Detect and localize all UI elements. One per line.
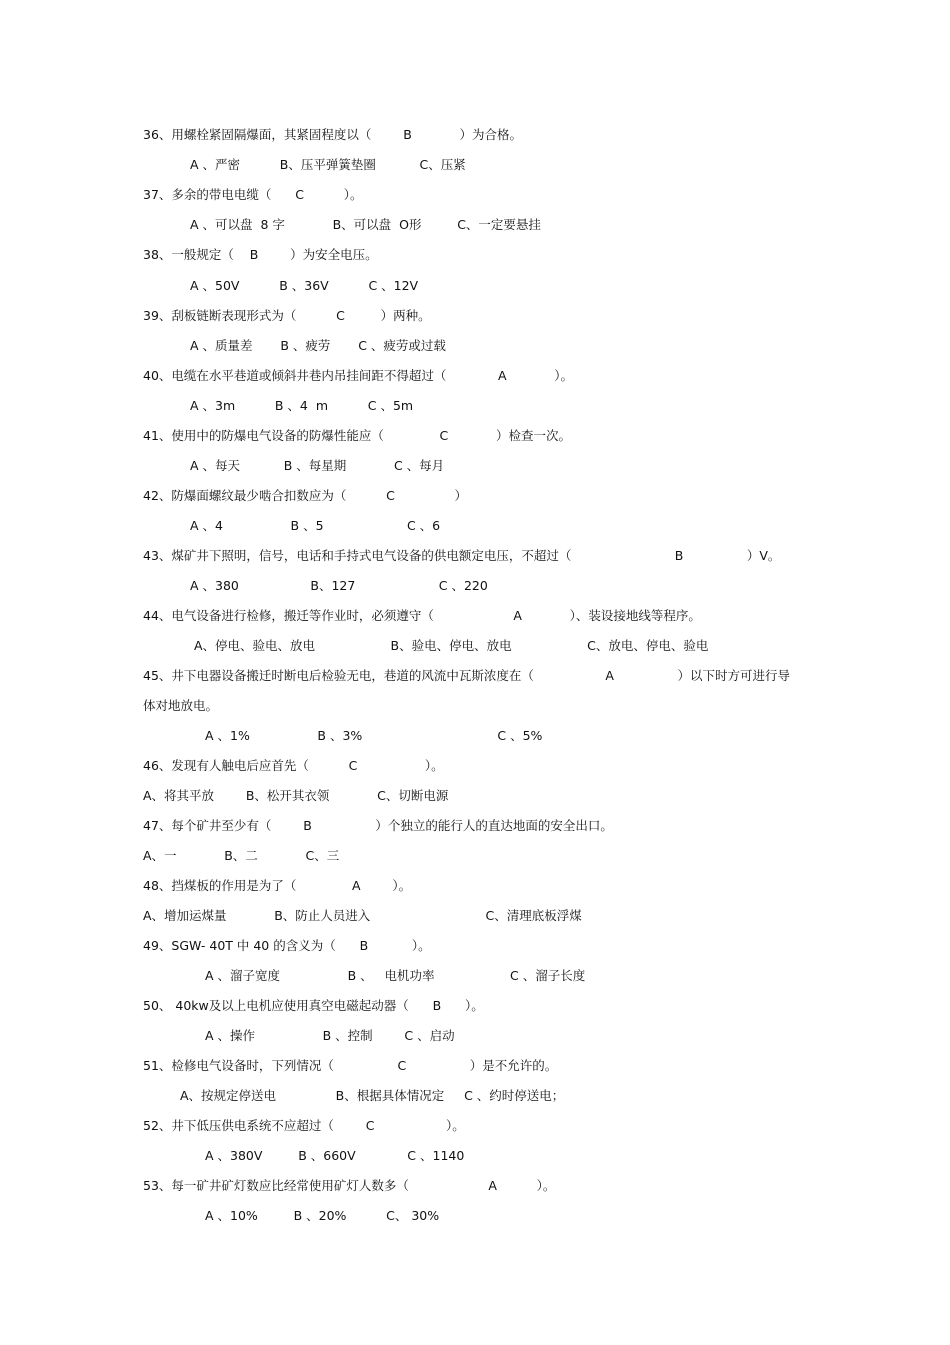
options-39: A 、质量差 B 、疲劳 C 、疲劳或过载 (190, 338, 446, 353)
question-52: 52、井下低压供电系统不应超过（ C ）。 (143, 1118, 465, 1133)
question-50: 50、 40kw及以上电机应使用真空电磁起动器（ B ）。 (143, 998, 484, 1013)
options-50: A 、操作 B 、控制 C 、启动 (205, 1028, 455, 1043)
question-43: 43、煤矿井下照明，信号，电话和手持式电气设备的供电额定电压，不超过（ B ）V。 (143, 548, 781, 563)
question-40: 40、电缆在水平巷道或倾斜井巷内吊挂间距不得超过（ A ）。 (143, 368, 574, 383)
question-45-continued: 体对地放电。 (143, 698, 219, 713)
options-36: A 、严密 B、压平弹簧垫圈 C、压紧 (190, 157, 466, 172)
options-37: A 、可以盘 8 字 B、可以盘 O形 C、一定要悬挂 (190, 217, 541, 232)
question-38: 38、一般规定（ B ）为安全电压。 (143, 247, 378, 262)
options-51: A、按规定停送电 B、根据具体情况定 C 、约时停送电； (180, 1088, 565, 1103)
question-48: 48、挡煤板的作用是为了（ A ）。 (143, 878, 412, 893)
options-48: A、增加运煤量 B、防止人员进入 C、清理底板浮煤 (143, 908, 582, 923)
options-52: A 、380V B 、660V C 、1140 (205, 1148, 465, 1163)
question-53: 53、每一矿井矿灯数应比经常使用矿灯人数多（ A ）。 (143, 1178, 556, 1193)
options-49: A 、溜子宽度 B 、 电机功率 C 、溜子长度 (205, 968, 586, 983)
options-46: A、将其平放 B、松开其衣领 C、切断电源 (143, 788, 449, 803)
question-42: 42、防爆面螺纹最少啮合扣数应为（ C ） (143, 488, 467, 503)
question-39: 39、刮板链断表现形式为（ C ）两种。 (143, 308, 431, 323)
question-41: 41、使用中的防爆电气设备的防爆性能应（ C ）检查一次。 (143, 428, 571, 443)
options-44: A、停电、验电、放电 B、验电、停电、放电 C、放电、停电、验电 (194, 638, 709, 653)
options-53: A 、10% B 、20% C、 30% (205, 1208, 440, 1223)
question-46: 46、发现有人触电后应首先（ C ）。 (143, 758, 444, 773)
options-47: A、一 B、二 C、三 (143, 848, 340, 863)
options-43: A 、380 B、127 C 、220 (190, 578, 488, 593)
question-44: 44、电气设备进行检修，搬迁等作业时，必须遵守（ A ）、装设接地线等程序。 (143, 608, 701, 623)
question-47: 47、每个矿井至少有（ B ）个独立的能行人的直达地面的安全出口。 (143, 818, 613, 833)
options-40: A 、3m B 、4 m C 、5m (190, 398, 414, 413)
options-42: A 、4 B 、5 C 、6 (190, 518, 441, 533)
options-45: A 、1% B 、3% C 、5% (205, 728, 543, 743)
options-38: A 、50V B 、36V C 、12V (190, 278, 419, 293)
question-45: 45、井下电器设备搬迁时断电后检验无电，巷道的风流中瓦斯浓度在（ A ）以下时方可进行导 (143, 668, 791, 683)
question-51: 51、检修电气设备时，下列情况（ C ）是不允许的。 (143, 1058, 558, 1073)
options-41: A 、每天 B 、每星期 C 、每月 (190, 458, 445, 473)
question-36: 36、用螺栓紧固隔爆面，其紧固程度以（ B ）为合格。 (143, 127, 522, 142)
question-37: 37、多余的带电电缆（ C ）。 (143, 187, 363, 202)
question-49: 49、SGW- 40T 中 40 的含义为（ B ）。 (143, 938, 431, 953)
